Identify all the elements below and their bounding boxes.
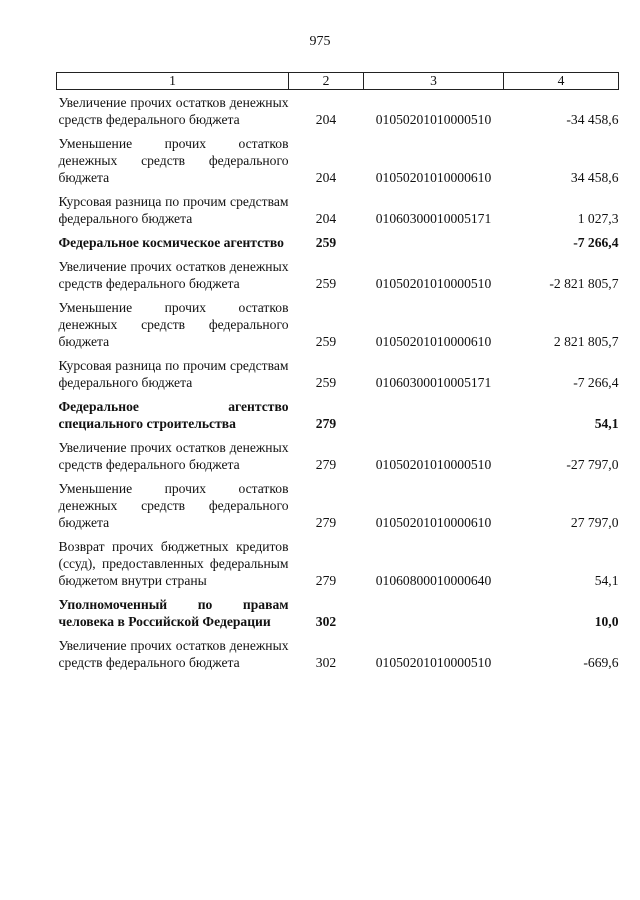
table-row [57, 90, 619, 132]
row-kbk: 01060800010000640 [375, 573, 492, 588]
row-description: Уполномоченный по правам человека в Российской Федерации [58, 597, 289, 629]
table-row [57, 534, 619, 592]
row-amount: -7 266,4 [573, 375, 619, 390]
row-amount: 27 797,0 [570, 515, 619, 530]
row-amount: 54,1 [594, 416, 619, 431]
table-body [57, 90, 619, 675]
row-kbk: 01050201010000510 [375, 276, 492, 291]
table-header [57, 73, 619, 90]
row-code: 279 [315, 457, 337, 472]
row-code: 302 [315, 655, 337, 670]
row-code: 259 [315, 334, 337, 349]
row-kbk: 01050201010000610 [375, 334, 492, 349]
row-kbk: 01050201010000610 [375, 515, 492, 530]
row-code: 302 [315, 614, 337, 629]
row-code: 259 [315, 375, 337, 390]
table-row [57, 353, 619, 394]
row-description: Увеличение прочих остатков денежных средств федерального бюджета [58, 259, 289, 291]
row-description: Федеральное космическое агентство [58, 235, 284, 250]
row-description: Курсовая разница по прочим средствам федерального бюджета [58, 358, 289, 390]
row-amount: -669,6 [583, 655, 619, 670]
row-amount: -27 797,0 [566, 457, 619, 472]
row-description: Федеральное агентство специального строительства [58, 399, 289, 431]
row-amount: -7 266,4 [573, 235, 619, 250]
row-amount: -34 458,6 [566, 112, 619, 127]
section-row [57, 394, 619, 435]
row-code: 279 [315, 573, 337, 588]
row-description: Уменьшение прочих остатков денежных средств федерального бюджета [58, 300, 289, 349]
row-kbk [364, 592, 504, 633]
table-row [57, 633, 619, 674]
row-kbk: 01050201010000510 [375, 112, 492, 127]
row-amount: 1 027,3 [577, 211, 619, 226]
row-code: 279 [315, 416, 337, 431]
row-kbk: 01060300010005171 [375, 211, 492, 226]
row-description: Увеличение прочих остатков денежных средств федерального бюджета [58, 440, 289, 472]
row-amount: 54,1 [594, 573, 619, 588]
row-kbk: 01050201010000610 [375, 170, 492, 185]
table-row [57, 435, 619, 476]
row-amount: 34 458,6 [570, 170, 619, 185]
row-code: 279 [315, 515, 337, 530]
row-kbk [364, 230, 504, 254]
row-code: 204 [315, 170, 337, 185]
row-code: 259 [315, 235, 337, 250]
section-row [57, 592, 619, 633]
row-description: Уменьшение прочих остатков денежных средств федерального бюджета [58, 481, 289, 530]
table-row [57, 254, 619, 295]
row-description: Возврат прочих бюджетных кредитов (ссуд), предоставленных федеральным бюджетом внутри страны [58, 539, 289, 588]
page-number: 975 [309, 34, 331, 49]
row-amount: 10,0 [594, 614, 619, 629]
row-kbk: 01050201010000510 [375, 457, 492, 472]
row-kbk: 01050201010000510 [375, 655, 492, 670]
row-description: Увеличение прочих остатков денежных средств федерального бюджета [58, 95, 289, 127]
row-description: Курсовая разница по прочим средствам федерального бюджета [58, 194, 289, 226]
table-row [57, 295, 619, 353]
table-row [57, 189, 619, 230]
row-description: Увеличение прочих остатков денежных средств федерального бюджета [58, 638, 289, 670]
budget-table [56, 72, 619, 674]
header-col-3: 3 [364, 73, 504, 90]
header-col-2: 2 [289, 73, 364, 90]
row-code: 259 [315, 276, 337, 291]
row-description: Уменьшение прочих остатков денежных средств федерального бюджета [58, 136, 289, 185]
row-kbk [364, 394, 504, 435]
section-row [57, 230, 619, 254]
row-amount: 2 821 805,7 [553, 334, 619, 349]
row-kbk: 01060300010005171 [375, 375, 492, 390]
row-amount: -2 821 805,7 [549, 276, 619, 291]
row-code: 204 [315, 112, 337, 127]
row-code: 204 [315, 211, 337, 226]
header-col-1: 1 [57, 73, 289, 90]
table-row [57, 131, 619, 189]
header-col-4: 4 [504, 73, 619, 90]
table-row [57, 476, 619, 534]
